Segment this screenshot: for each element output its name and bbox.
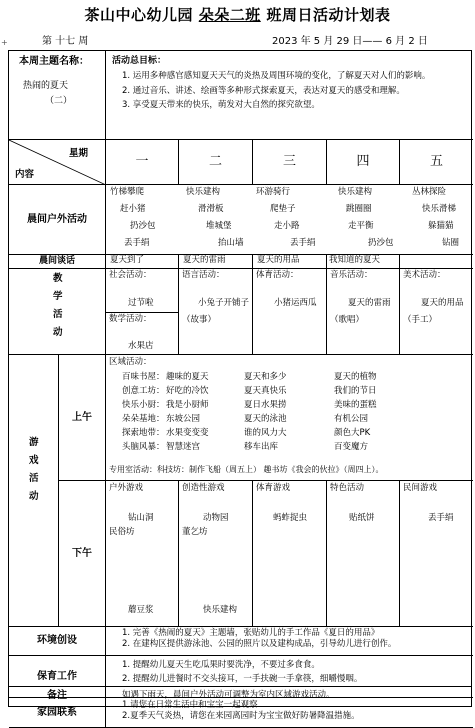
class-name: 朵朵二班 bbox=[198, 6, 261, 24]
afternoon-item: 贴纸饼 bbox=[349, 513, 375, 523]
teaching-label-char: 学 bbox=[53, 291, 63, 302]
game-label bbox=[9, 355, 59, 627]
teaching-content: 夏天的用品（手工） bbox=[403, 298, 464, 325]
goal-item: 3. 享受夏天带来的快乐，萌发对大自然的探究欲望。 bbox=[122, 100, 320, 111]
teaching-type: 音乐活动： bbox=[330, 270, 373, 280]
area-label: 区域活动： bbox=[109, 357, 152, 367]
afternoon-special bbox=[327, 481, 400, 627]
game-label-char: 戏 bbox=[29, 455, 39, 466]
outdoor-item: 扔沙包 bbox=[368, 238, 394, 248]
day-header: 四 bbox=[327, 140, 400, 185]
outdoor-item: 抬山墙 bbox=[218, 238, 244, 248]
outdoor-item: 滑滑板 bbox=[198, 204, 224, 214]
day-header: 三 bbox=[253, 140, 327, 185]
area-item: 趣味的夏天 bbox=[166, 372, 209, 382]
teaching-type: 体育活动： bbox=[256, 270, 299, 280]
area-name: 朵朵基地： bbox=[122, 414, 165, 424]
teaching-content: 水果店 bbox=[128, 341, 154, 351]
talk-item: 夏天到了 bbox=[106, 255, 179, 269]
outdoor-item: 堆城堡 bbox=[206, 221, 232, 231]
teaching-type: 社会活动： bbox=[109, 270, 152, 280]
area-item: 好吃的冷饮 bbox=[166, 386, 209, 396]
care-label: 保育工作 bbox=[9, 656, 106, 698]
family-item: 1.请您在日常生活中和宝宝一起观察 bbox=[122, 700, 258, 710]
area-name: 头脑风暴： bbox=[122, 442, 165, 452]
game-label-char: 游 bbox=[29, 437, 39, 448]
teaching-content: 小猪运西瓜 bbox=[274, 298, 317, 309]
afternoon-type: 特色活动 bbox=[330, 483, 365, 493]
date-range: 2023 年 5 月 29 日—— 6 月 2 日 bbox=[272, 36, 428, 47]
outdoor-item: 躲猫猫 bbox=[428, 221, 454, 231]
goals-label: 活动总目标： bbox=[112, 56, 167, 66]
outdoor-item: 快乐建构 bbox=[186, 187, 221, 197]
afternoon-creative bbox=[179, 481, 253, 627]
afternoon-item: 董乞坊 bbox=[182, 527, 208, 537]
teaching-label bbox=[9, 269, 106, 355]
teaching-label-char: 教 bbox=[53, 273, 63, 284]
day-header: 五 bbox=[400, 140, 473, 185]
area-item: 移车出库 bbox=[244, 442, 279, 452]
area-item: 我们的节日 bbox=[334, 386, 377, 396]
afternoon-folk bbox=[400, 481, 473, 627]
theme-name: 热闹的夏天 bbox=[23, 80, 69, 91]
goal-item: 1. 运用多种感官感知夏天天气的炎热及周围环境的变化，了解夏天对人们的影响。 bbox=[122, 71, 431, 82]
area-name: 创意工坊： bbox=[122, 386, 165, 396]
afternoon-item: 蚂蚱捉虫 bbox=[273, 513, 308, 523]
area-name: 探索地带： bbox=[122, 428, 165, 438]
area-name: 百味书屋： bbox=[122, 372, 165, 382]
outdoor-item: 丢手绢 bbox=[124, 238, 150, 248]
school-name: 茶山中心幼儿园 bbox=[84, 6, 193, 24]
teaching-language bbox=[179, 269, 253, 355]
care-item: 1. 提醒幼儿夏天生吃瓜果时要洗净，不要过多食食。 bbox=[122, 660, 320, 670]
theme-cell bbox=[9, 51, 106, 140]
notes-text: 如遇下雨天，晨间户外活动可调整为室内区域游戏活动。 bbox=[122, 690, 335, 700]
subheader bbox=[0, 32, 475, 46]
morning-label: 上午 bbox=[59, 355, 106, 481]
teaching-math bbox=[106, 313, 179, 355]
care-item: 2. 提醒幼儿进餐时不交头接耳，一手扶碗一手拿筷，细嚼慢咽。 bbox=[122, 674, 363, 685]
outdoor-item: 钻圈 bbox=[442, 238, 460, 248]
teaching-type: 数学活动： bbox=[109, 314, 152, 324]
afternoon-item: 民俗坊 bbox=[109, 527, 135, 537]
family-label: 家园联系 bbox=[9, 698, 106, 728]
area-name: 快乐小厨： bbox=[122, 400, 165, 410]
afternoon-type: 户外游戏 bbox=[109, 483, 144, 493]
area-item: 谁的风力大 bbox=[244, 428, 287, 438]
day-corner-bottom: 内容 bbox=[15, 169, 35, 180]
outdoor-item: 丛林探险 bbox=[412, 187, 447, 197]
area-item: 智慧迷宫 bbox=[166, 442, 201, 452]
teaching-social bbox=[106, 269, 179, 313]
afternoon-label: 下午 bbox=[59, 481, 106, 627]
afternoon-type: 创造性游戏 bbox=[182, 483, 225, 493]
area-item: 东坡公园 bbox=[166, 414, 201, 424]
week-label: 第 十七 周 bbox=[42, 36, 89, 47]
afternoon-item: 钻山洞 bbox=[128, 513, 154, 523]
outdoor-item: 快乐滑梯 bbox=[422, 204, 457, 214]
day-header: 二 bbox=[179, 140, 253, 185]
area-item: 颜色大PK bbox=[334, 428, 371, 438]
plan-title: 班周日活动计划表 bbox=[266, 6, 391, 24]
environment-item: 2. 在建构区提供游泳池、公园的照片以及建构成品，引导幼儿进行创作。 bbox=[122, 639, 397, 650]
talk-item: 我知道的夏天 bbox=[327, 255, 400, 269]
area-item: 夏日水果捞 bbox=[244, 400, 287, 410]
game-label-char: 动 bbox=[29, 491, 39, 502]
theme-sub: （二） bbox=[45, 95, 73, 106]
environment-item: 1. 完善《热闹的夏天》主题墙，张贴幼儿的手工作品《夏日的用品》 bbox=[122, 628, 380, 638]
outdoor-item: 走平衡 bbox=[348, 221, 374, 231]
teaching-music bbox=[327, 269, 400, 355]
afternoon-type: 体育游戏 bbox=[256, 483, 291, 493]
teaching-content: 夏天的雷雨（歌唱） bbox=[330, 298, 391, 325]
day-corner-cell bbox=[9, 140, 106, 185]
teaching-type: 美术活动： bbox=[403, 270, 446, 280]
outdoor-item: 快乐建构 bbox=[338, 187, 373, 197]
goal-item: 2. 通过音乐、讲述、绘画等多种形式探索夏天，表达对夏天的感受和理解。 bbox=[122, 85, 405, 96]
outdoor-item: 走小路 bbox=[274, 221, 300, 231]
notes-label: 备注 bbox=[9, 686, 106, 706]
outdoor-activities bbox=[106, 185, 473, 255]
area-item: 夏天真快乐 bbox=[244, 386, 287, 396]
afternoon-item: 动物园 bbox=[203, 513, 229, 523]
afternoon-type: 民间游戏 bbox=[403, 483, 438, 493]
outdoor-item: 丢手绢 bbox=[290, 238, 316, 248]
afternoon-item: 蘑豆浆 bbox=[128, 605, 154, 615]
day-corner-top: 星期 bbox=[69, 148, 89, 159]
notes-row bbox=[8, 686, 472, 707]
outdoor-item: 赶小猪 bbox=[120, 204, 146, 214]
outdoor-label: 晨间户外活动 bbox=[9, 185, 106, 255]
game-label-char: 活 bbox=[29, 473, 39, 484]
talk-label: 晨间谈话 bbox=[9, 255, 106, 269]
goals-cell bbox=[106, 51, 473, 140]
outdoor-item: 跳圈圈 bbox=[346, 204, 372, 214]
outdoor-item: 环游骑行 bbox=[256, 187, 291, 197]
teaching-label-char: 活 bbox=[53, 309, 63, 320]
teaching-content: 过节啦 bbox=[128, 298, 154, 308]
afternoon-pe bbox=[253, 481, 327, 627]
area-item: 水果变变变 bbox=[166, 428, 209, 438]
outdoor-item: 竹梯攀爬 bbox=[110, 187, 145, 197]
afternoon-outdoor bbox=[106, 481, 179, 627]
talk-item: 夏天的用品 bbox=[253, 255, 327, 269]
theme-label: 本周主题名称： bbox=[19, 56, 89, 67]
talk-item: 夏天的雷雨 bbox=[179, 255, 253, 269]
talk-item bbox=[400, 255, 473, 269]
outdoor-item: 爬垫子 bbox=[270, 204, 296, 214]
corner-mark: + bbox=[1, 38, 8, 47]
page-title bbox=[0, 4, 475, 25]
teaching-content: 小兔子开铺子（故事） bbox=[182, 298, 250, 325]
afternoon-item: 快乐建构 bbox=[203, 605, 238, 615]
area-item: 夏天和多少 bbox=[244, 372, 287, 382]
environment-label: 环境创设 bbox=[9, 627, 106, 656]
area-item: 夏天的植物 bbox=[334, 372, 377, 382]
teaching-label-char: 动 bbox=[53, 327, 63, 338]
area-item: 美味的蛋糕 bbox=[334, 400, 377, 410]
area-item: 夏天的泳池 bbox=[244, 414, 287, 424]
area-item: 有机公园 bbox=[334, 414, 369, 424]
teaching-art bbox=[400, 269, 473, 355]
outdoor-item: 扔沙包 bbox=[130, 221, 156, 231]
family-item: 2.夏季天气炎热，请您在来园离园时为宝宝做好防暑降温措施。 bbox=[122, 711, 360, 722]
environment-content bbox=[106, 627, 473, 656]
teaching-pe bbox=[253, 269, 327, 355]
area-item: 百变魔方 bbox=[334, 442, 369, 452]
area-activities bbox=[106, 355, 473, 481]
day-header: 一 bbox=[106, 140, 179, 185]
afternoon-item: 丢手绢 bbox=[428, 513, 454, 523]
area-item: 我是小厨师 bbox=[166, 400, 209, 410]
teaching-type: 语言活动： bbox=[182, 270, 225, 280]
special-room-activity: 专用室活动：科技坊：制作飞船（周五上） 趣书坊《我会的伙拉》（周四上）。 bbox=[109, 465, 384, 474]
